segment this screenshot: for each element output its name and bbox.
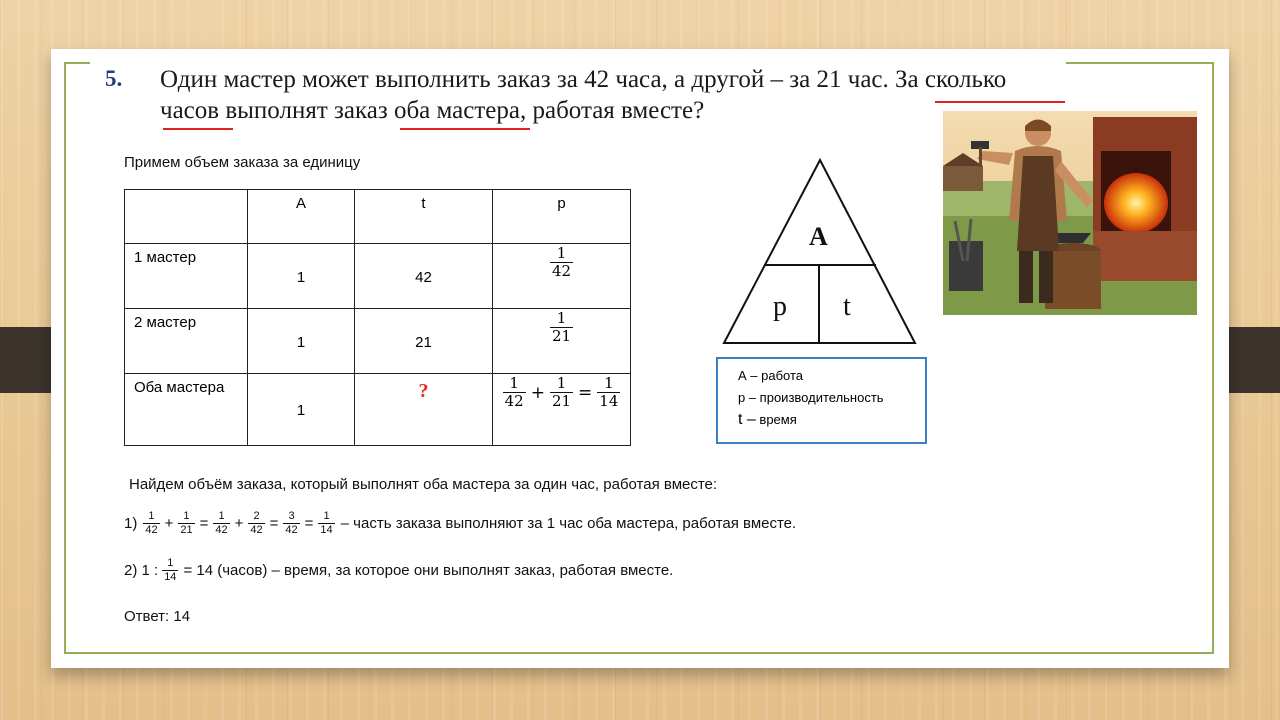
a-value: 1 bbox=[296, 334, 306, 351]
triangle-right-label: t bbox=[843, 291, 851, 322]
numerator: 1 bbox=[556, 374, 567, 392]
a-value: 1 bbox=[296, 402, 306, 419]
table-row bbox=[125, 244, 631, 309]
denominator: 21 bbox=[551, 327, 572, 345]
problem-number: 5. bbox=[105, 66, 123, 91]
numerator: 3 bbox=[288, 510, 295, 522]
t-cell bbox=[355, 309, 493, 374]
row-label: 1 мастер bbox=[134, 249, 197, 266]
problem-text: Один мастер может выполнить заказ за 42 часа, а другой – за 21 час. За сколько часов выполнят заказ оба мастера, работая вместе? bbox=[160, 66, 1007, 124]
header-cell bbox=[125, 190, 248, 244]
step-explanation: = 14 (часов) – время, за которое они выполнят заказ, работая вместе. bbox=[183, 562, 674, 579]
denominator: 42 bbox=[250, 524, 263, 536]
row-label: 2 мастер bbox=[134, 314, 197, 331]
question-mark: ? bbox=[418, 380, 429, 402]
legend-line: р – производительность bbox=[738, 390, 884, 405]
denominator: 42 bbox=[145, 524, 158, 536]
numerator: 1 bbox=[183, 510, 190, 522]
step-prefix: 1) bbox=[124, 515, 138, 532]
row-label-cell bbox=[125, 374, 248, 446]
table-header-row bbox=[125, 190, 631, 244]
p-fraction bbox=[493, 310, 630, 345]
numerator: 1 bbox=[556, 309, 567, 327]
work-table bbox=[124, 189, 631, 446]
header-cell: A bbox=[248, 190, 355, 244]
a-cell bbox=[248, 309, 355, 374]
intro-text: Примем объем заказа за единицу bbox=[124, 154, 361, 171]
blacksmith-illustration bbox=[943, 111, 1197, 315]
underline-mark bbox=[163, 128, 233, 130]
numerator: 2 bbox=[253, 510, 260, 522]
denominator: 14 bbox=[599, 392, 619, 410]
triangle-left-label: p bbox=[773, 291, 787, 322]
table-row bbox=[125, 309, 631, 374]
p-cell bbox=[493, 309, 631, 374]
a-value: 1 bbox=[296, 269, 306, 286]
operator: = bbox=[304, 515, 314, 532]
operator: = bbox=[199, 515, 209, 532]
t-cell bbox=[355, 244, 493, 309]
denominator: 42 bbox=[504, 392, 524, 410]
p-cell bbox=[493, 244, 631, 309]
denominator: 14 bbox=[320, 524, 333, 536]
legend-box bbox=[716, 357, 927, 444]
a-cell bbox=[248, 244, 355, 309]
triangle-top-label: A bbox=[809, 222, 828, 251]
row-label-cell bbox=[125, 244, 248, 309]
operator: + bbox=[234, 515, 244, 532]
a-cell bbox=[248, 374, 355, 446]
denominator: 42 bbox=[551, 262, 572, 280]
numerator: 1 bbox=[218, 510, 225, 522]
numerator: 1 bbox=[323, 510, 330, 522]
p-cell bbox=[493, 374, 631, 446]
numerator: 1 bbox=[556, 244, 567, 262]
denominator: 42 bbox=[215, 524, 228, 536]
p-sum-expression bbox=[493, 375, 630, 410]
t-value: 42 bbox=[415, 269, 432, 286]
header-cell: p bbox=[493, 190, 631, 244]
operator: + bbox=[164, 515, 174, 532]
legend-line bbox=[738, 411, 797, 429]
numerator: 1 bbox=[167, 557, 174, 569]
step-prefix: 2) 1 : bbox=[124, 562, 159, 579]
answer-text: Ответ: 14 bbox=[124, 608, 191, 625]
operator: = bbox=[269, 515, 279, 532]
legend-letter: t – bbox=[738, 411, 756, 428]
legend-word: время bbox=[759, 412, 797, 427]
step-explanation: – часть заказа выполняют за 1 час оба мастера, работая вместе. bbox=[340, 515, 797, 532]
plus-sign: + bbox=[530, 382, 545, 403]
p-fraction bbox=[493, 245, 630, 280]
formula-triangle bbox=[722, 158, 918, 346]
numerator: 1 bbox=[509, 374, 519, 392]
underline-mark bbox=[400, 128, 530, 130]
t-cell bbox=[355, 374, 493, 446]
underline-mark bbox=[935, 101, 1065, 103]
denominator: 42 bbox=[285, 524, 298, 536]
numerator: 1 bbox=[604, 374, 614, 392]
denominator: 21 bbox=[551, 392, 572, 410]
row-label: Оба мастера bbox=[134, 379, 225, 396]
denominator: 21 bbox=[180, 524, 193, 536]
equals-sign: = bbox=[578, 382, 593, 403]
solution-step-2 bbox=[124, 557, 673, 584]
row-label-cell bbox=[125, 309, 248, 374]
solution-heading: Найдем объём заказа, который выполнят оба мастера за один час, работая вместе: bbox=[129, 476, 718, 493]
solution-step-1 bbox=[124, 510, 796, 537]
denominator: 14 bbox=[164, 571, 177, 583]
numerator: 1 bbox=[148, 510, 155, 522]
table-row bbox=[125, 374, 631, 446]
t-value: 21 bbox=[415, 334, 432, 351]
legend-line: А – работа bbox=[738, 368, 804, 383]
header-cell: t bbox=[355, 190, 493, 244]
